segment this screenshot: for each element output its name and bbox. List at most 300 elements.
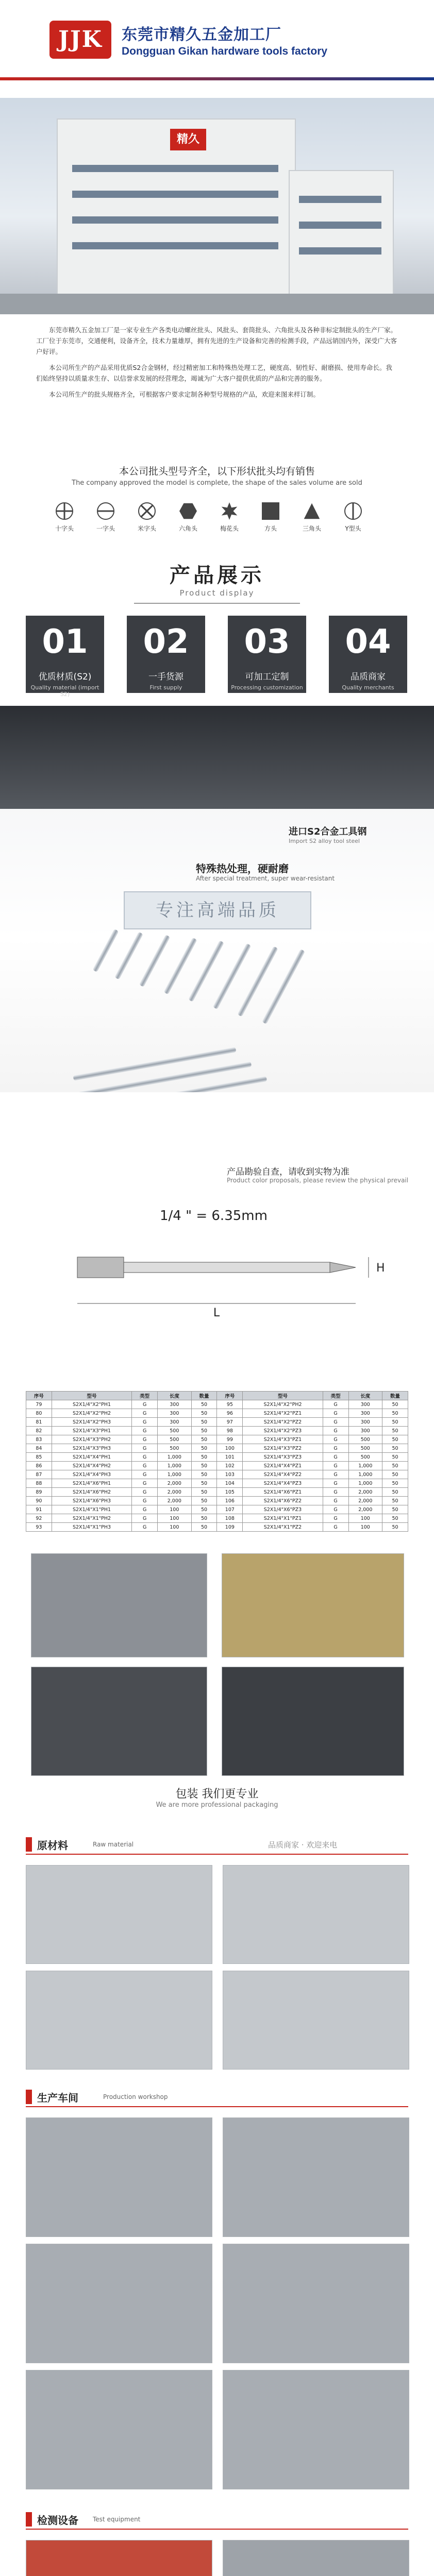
table-cell: G bbox=[132, 1479, 158, 1488]
section-subtitle: Raw material bbox=[93, 1841, 134, 1848]
spec-note-cn: 产品勘验自查，请收到实物为准 bbox=[227, 1167, 349, 1177]
table-cell: 1,000 bbox=[348, 1462, 382, 1470]
table-cell: G bbox=[132, 1523, 158, 1532]
table-cell: 50 bbox=[191, 1400, 217, 1409]
table-cell: G bbox=[132, 1418, 158, 1427]
table-cell: G bbox=[132, 1470, 158, 1479]
table-cell: G bbox=[132, 1435, 158, 1444]
table-cell: 100 bbox=[158, 1505, 192, 1514]
table-cell: 91 bbox=[26, 1505, 52, 1514]
table-row bbox=[26, 1488, 408, 1497]
slotted-icon bbox=[97, 502, 114, 520]
table-row bbox=[26, 1462, 408, 1470]
table-cell: S2X1/4"X3"PZ3 bbox=[243, 1453, 323, 1462]
table-cell: S2X1/4"X6"PH2 bbox=[52, 1488, 131, 1497]
spec-size: 1/4 " = 6.35mm bbox=[160, 1208, 268, 1224]
bit-image bbox=[92, 929, 119, 972]
table-cell: 50 bbox=[382, 1497, 408, 1505]
triangle-icon bbox=[303, 502, 321, 520]
table-cell: S2X1/4"X1"PH3 bbox=[52, 1523, 131, 1532]
intro-paragraph: 东莞市精久五金加工厂是一家专业生产各类电动螺丝批头、风批头、套筒批头、六角批头及各种非标定制批头的生产厂家。工厂位于东莞市，交通便利，设备齐全，技术力量雄厚，拥有先进的生产设备和完善的检测手段，产品远销国内外，深受广大客户好评。 bbox=[36, 326, 397, 355]
table-cell: S2X1/4"X4"PH2 bbox=[52, 1462, 131, 1470]
table-cell: 100 bbox=[158, 1523, 192, 1532]
table-cell: 2,000 bbox=[348, 1505, 382, 1514]
packaging-caption bbox=[0, 1785, 434, 1809]
phillips-icon bbox=[56, 502, 73, 520]
table-cell: G bbox=[132, 1488, 158, 1497]
shape-label: 十字头 bbox=[55, 525, 74, 532]
spec-note-en: Product color proposals, please review the physical prevail bbox=[227, 1177, 409, 1184]
shape-label: 一字头 bbox=[96, 525, 115, 532]
table-cell: 300 bbox=[158, 1418, 192, 1427]
table-cell: 300 bbox=[348, 1400, 382, 1409]
packaging-title: 包装 我们更专业 bbox=[175, 1788, 259, 1801]
shape-phillips bbox=[49, 502, 80, 533]
feature-title: 品质商家 bbox=[350, 672, 386, 682]
badge-subtitle: Import S2 alloy tool steel bbox=[289, 838, 360, 844]
table-cell: 100 bbox=[348, 1523, 382, 1532]
table-header-cell: 长度 bbox=[158, 1392, 192, 1400]
table-cell: 50 bbox=[191, 1505, 217, 1514]
table-row bbox=[26, 1523, 408, 1532]
table-cell: 500 bbox=[348, 1435, 382, 1444]
raw-material-photo bbox=[223, 1865, 409, 1964]
test-equipment-photo bbox=[223, 2540, 409, 2576]
table-cell: 1,000 bbox=[158, 1470, 192, 1479]
table-cell: 85 bbox=[26, 1453, 52, 1462]
table-row bbox=[26, 1497, 408, 1505]
table-cell: G bbox=[323, 1479, 348, 1488]
building-side bbox=[289, 170, 394, 306]
table-cell: S2X1/4"X2"PH2 bbox=[243, 1400, 323, 1409]
table-cell: G bbox=[132, 1462, 158, 1470]
table-cell: G bbox=[132, 1453, 158, 1462]
table-header-row bbox=[26, 1392, 408, 1400]
packaging-photo bbox=[31, 1553, 207, 1657]
notice-en: The company approved the model is complete, the shape of the sales volume are sold bbox=[72, 479, 362, 487]
bit-image bbox=[163, 938, 197, 995]
table-cell: 87 bbox=[26, 1470, 52, 1479]
table-cell: 1,000 bbox=[158, 1453, 192, 1462]
workshop-photo bbox=[223, 2117, 409, 2237]
table-header-cell: 数量 bbox=[382, 1392, 408, 1400]
table-cell: 50 bbox=[382, 1523, 408, 1532]
feature-title: 一手货源 bbox=[148, 672, 183, 682]
table-cell: 106 bbox=[217, 1497, 243, 1505]
table-cell: S2X1/4"X1"PH2 bbox=[52, 1514, 131, 1523]
table-row bbox=[26, 1505, 408, 1514]
table-cell: 50 bbox=[191, 1470, 217, 1479]
table-cell: 109 bbox=[217, 1523, 243, 1532]
window-row bbox=[72, 165, 278, 172]
table-cell: G bbox=[132, 1514, 158, 1523]
packaging-photo bbox=[222, 1553, 404, 1657]
packaging-photo bbox=[222, 1667, 404, 1776]
table-cell: 103 bbox=[217, 1470, 243, 1479]
section-title: 生产车间 bbox=[37, 2092, 78, 2104]
table-cell: G bbox=[323, 1505, 348, 1514]
table-cell: S2X1/4"X3"PH3 bbox=[52, 1444, 131, 1453]
shape-pozidriv bbox=[131, 502, 162, 533]
shape-label: 方头 bbox=[264, 525, 277, 532]
packaging-photo bbox=[31, 1667, 207, 1776]
street bbox=[0, 294, 434, 314]
section-title: 检测设备 bbox=[37, 2514, 78, 2527]
table-cell: G bbox=[323, 1497, 348, 1505]
raw-material-photo bbox=[223, 1971, 409, 2070]
window-row bbox=[299, 247, 381, 255]
table-cell: 100 bbox=[158, 1514, 192, 1523]
table-cell: 2,000 bbox=[158, 1488, 192, 1497]
table-row bbox=[26, 1435, 408, 1444]
table-cell: 108 bbox=[217, 1514, 243, 1523]
table-cell: S2X1/4"X2"PH2 bbox=[52, 1409, 131, 1418]
table-cell: 50 bbox=[191, 1418, 217, 1427]
bit-dimension-diagram bbox=[0, 1226, 434, 1391]
table-cell: 50 bbox=[191, 1453, 217, 1462]
table-header-cell: 序号 bbox=[26, 1392, 52, 1400]
feature-title: 可加工定制 bbox=[245, 672, 289, 682]
table-row bbox=[26, 1514, 408, 1523]
section-marker bbox=[26, 2090, 32, 2104]
table-cell: S2X1/4"X1"PH1 bbox=[52, 1505, 131, 1514]
bit-shaft bbox=[124, 1262, 330, 1273]
table-row bbox=[26, 1444, 408, 1453]
table-row bbox=[26, 1400, 408, 1409]
header-divider bbox=[0, 77, 434, 80]
table-cell: G bbox=[323, 1470, 348, 1479]
product-display-title: 产品展示 bbox=[170, 564, 264, 587]
table-cell: 50 bbox=[191, 1409, 217, 1418]
s2-badge bbox=[289, 824, 376, 844]
table-cell: 50 bbox=[382, 1462, 408, 1470]
shape-label: Y型头 bbox=[345, 525, 361, 532]
pozidriv-icon bbox=[138, 502, 156, 520]
section-subtitle: Production workshop bbox=[103, 2093, 168, 2100]
bit-image bbox=[114, 932, 143, 980]
table-cell: 81 bbox=[26, 1418, 52, 1427]
shape-hex bbox=[173, 502, 204, 533]
table-cell: 92 bbox=[26, 1514, 52, 1523]
shape-label: 米字头 bbox=[137, 525, 156, 532]
table-header-cell: 长度 bbox=[348, 1392, 382, 1400]
section-line bbox=[26, 1854, 408, 1855]
section-title: 原材料 bbox=[37, 1839, 68, 1852]
raw-material-photo bbox=[26, 1865, 212, 1964]
table-cell: S2X1/4"X4"PZ2 bbox=[243, 1470, 323, 1479]
feature-title: 优质材质(S2) bbox=[38, 672, 92, 682]
table-cell: 50 bbox=[382, 1400, 408, 1409]
window-row bbox=[299, 222, 381, 229]
table-cell: 50 bbox=[382, 1427, 408, 1435]
table-cell: S2X1/4"X4"PH3 bbox=[52, 1470, 131, 1479]
table-cell: G bbox=[323, 1514, 348, 1523]
hex-icon bbox=[179, 502, 197, 520]
table-cell: G bbox=[132, 1505, 158, 1514]
table-cell: 100 bbox=[217, 1444, 243, 1453]
shape-label: 三角头 bbox=[302, 525, 321, 532]
table-cell: G bbox=[323, 1444, 348, 1453]
table-cell: 300 bbox=[158, 1409, 192, 1418]
table-cell: S2X1/4"X3"PH1 bbox=[52, 1427, 131, 1435]
table-row bbox=[26, 1470, 408, 1479]
table-cell: 2,000 bbox=[348, 1488, 382, 1497]
table-cell: G bbox=[132, 1409, 158, 1418]
bit-image bbox=[188, 940, 224, 1002]
table-cell: S2X1/4"X1"PZ2 bbox=[243, 1523, 323, 1532]
table-cell: 86 bbox=[26, 1462, 52, 1470]
workshop-photo bbox=[26, 2117, 212, 2237]
table-cell: 2,000 bbox=[158, 1479, 192, 1488]
y-shape-icon bbox=[344, 502, 362, 520]
table-cell: 101 bbox=[217, 1453, 243, 1462]
product-display-subtitle: Product display bbox=[179, 588, 255, 598]
table-cell: S2X1/4"X6"PZ3 bbox=[243, 1505, 323, 1514]
table-cell: 50 bbox=[191, 1444, 217, 1453]
table-row bbox=[26, 1453, 408, 1462]
table-cell: 300 bbox=[348, 1418, 382, 1427]
table-cell: 84 bbox=[26, 1444, 52, 1453]
table-cell: 50 bbox=[382, 1435, 408, 1444]
table-cell: 300 bbox=[348, 1409, 382, 1418]
shape-torx bbox=[214, 502, 245, 533]
intro-paragraph: 本公司所生产的批头规格齐全，可根据客户要求定制各种型号规格的产品，欢迎来图来样订制。 bbox=[49, 391, 320, 398]
spec-table-section bbox=[0, 1391, 434, 1543]
table-cell: S2X1/4"X4"PZ1 bbox=[243, 1462, 323, 1470]
table-cell: G bbox=[323, 1523, 348, 1532]
company-subtitle: Dongguan Gikan hardware tools factory bbox=[122, 45, 328, 57]
table-cell: 50 bbox=[382, 1488, 408, 1497]
table-cell: 50 bbox=[382, 1479, 408, 1488]
section-banner: 品质商家 · 欢迎来电 bbox=[268, 1840, 338, 1850]
table-header-cell: 类型 bbox=[323, 1392, 348, 1400]
shape-label: 六角头 bbox=[178, 525, 197, 532]
table-row bbox=[26, 1479, 408, 1488]
table-cell: 82 bbox=[26, 1427, 52, 1435]
table-cell: 90 bbox=[26, 1497, 52, 1505]
test-equipment-photo bbox=[26, 2540, 212, 2576]
table-cell: 50 bbox=[191, 1462, 217, 1470]
production-header bbox=[26, 2087, 408, 2107]
table-cell: 50 bbox=[382, 1444, 408, 1453]
table-cell: 1,000 bbox=[158, 1462, 192, 1470]
feature-subtitle: Processing customization bbox=[231, 684, 303, 691]
workshop-photo bbox=[26, 2244, 212, 2363]
table-header-cell: 型号 bbox=[243, 1392, 323, 1400]
table-cell: 2,000 bbox=[158, 1497, 192, 1505]
table-cell: 88 bbox=[26, 1479, 52, 1488]
feature-subtitle: Quality merchants bbox=[342, 684, 394, 691]
table-cell: S2X1/4"X6"PH3 bbox=[52, 1497, 131, 1505]
table-cell: 102 bbox=[217, 1462, 243, 1470]
table-cell: 107 bbox=[217, 1505, 243, 1514]
feature-number: 04 bbox=[345, 623, 391, 661]
table-cell: 79 bbox=[26, 1400, 52, 1409]
torx-icon bbox=[221, 502, 238, 520]
table-cell: 50 bbox=[382, 1514, 408, 1523]
table-header-cell: 类型 bbox=[132, 1392, 158, 1400]
spec-drawing bbox=[0, 1133, 434, 1391]
bit-image bbox=[73, 1047, 237, 1080]
table-cell: 50 bbox=[191, 1514, 217, 1523]
table-cell: S2X1/4"X3"PH2 bbox=[52, 1435, 131, 1444]
table-cell: S2X1/4"X4"PZ3 bbox=[243, 1479, 323, 1488]
shape-y bbox=[338, 502, 369, 533]
feature-number: 01 bbox=[42, 623, 88, 661]
table-cell: 500 bbox=[158, 1444, 192, 1453]
table-header-cell: 型号 bbox=[52, 1392, 131, 1400]
table-cell: 89 bbox=[26, 1488, 52, 1497]
table-cell: 104 bbox=[217, 1479, 243, 1488]
title-rule bbox=[134, 603, 300, 604]
window-row bbox=[72, 191, 278, 198]
shape-square bbox=[255, 502, 286, 533]
table-cell: 50 bbox=[382, 1470, 408, 1479]
feature-card bbox=[26, 616, 104, 698]
table-cell: 98 bbox=[217, 1427, 243, 1435]
table-cell: G bbox=[132, 1444, 158, 1453]
table-cell: 300 bbox=[348, 1427, 382, 1435]
table-cell: 500 bbox=[348, 1444, 382, 1453]
shape-slotted bbox=[90, 502, 121, 533]
table-cell: G bbox=[132, 1400, 158, 1409]
table-cell: S2X1/4"X2"PZ3 bbox=[243, 1427, 323, 1435]
table-cell: 50 bbox=[191, 1427, 217, 1435]
table-cell: G bbox=[132, 1497, 158, 1505]
table-cell: 50 bbox=[382, 1409, 408, 1418]
bit-image bbox=[139, 935, 170, 987]
bit-hex-shank bbox=[77, 1257, 124, 1278]
table-cell: 2,000 bbox=[348, 1497, 382, 1505]
feature-card bbox=[228, 616, 306, 693]
page-header bbox=[0, 0, 434, 98]
heat-treatment-title: 特殊热处理，硬耐磨 bbox=[196, 862, 289, 875]
table-cell: G bbox=[323, 1427, 348, 1435]
workshop-photo bbox=[26, 2370, 212, 2489]
shape-label: 梅花头 bbox=[220, 525, 239, 532]
company-intro bbox=[0, 325, 434, 453]
table-cell: 50 bbox=[382, 1453, 408, 1462]
table-cell: S2X1/4"X2"PH1 bbox=[52, 1400, 131, 1409]
table-cell: 1,000 bbox=[348, 1479, 382, 1488]
badge-title: 进口S2合金工具钢 bbox=[289, 826, 367, 837]
table-cell: 80 bbox=[26, 1409, 52, 1418]
feature-number: 03 bbox=[244, 623, 290, 661]
section-marker bbox=[26, 1837, 32, 1852]
product-showcase bbox=[0, 706, 434, 1092]
table-cell: G bbox=[323, 1418, 348, 1427]
window-row bbox=[72, 242, 278, 249]
workshop-photo bbox=[223, 2370, 409, 2489]
test-equipment-header bbox=[26, 2509, 408, 2530]
table-cell: 500 bbox=[158, 1435, 192, 1444]
dimension-l-label: L bbox=[213, 1307, 220, 1319]
table-cell: S2X1/4"X2"PH3 bbox=[52, 1418, 131, 1427]
table-cell: 50 bbox=[191, 1488, 217, 1497]
quality-banner: 专注高端品质 bbox=[124, 891, 311, 929]
workshop-photo bbox=[223, 2244, 409, 2363]
table-header-cell: 序号 bbox=[217, 1392, 243, 1400]
table-cell: 50 bbox=[191, 1435, 217, 1444]
table-cell: 500 bbox=[348, 1453, 382, 1462]
square-icon bbox=[262, 502, 279, 520]
table-cell: 99 bbox=[217, 1435, 243, 1444]
bit-shapes-row bbox=[0, 502, 434, 549]
table-header-cell: 数量 bbox=[191, 1392, 217, 1400]
table-cell: 93 bbox=[26, 1523, 52, 1532]
raw-material-header bbox=[26, 1834, 408, 1855]
section-marker bbox=[26, 2512, 32, 2527]
shape-triangle bbox=[296, 502, 327, 533]
table-cell: 50 bbox=[382, 1505, 408, 1514]
table-cell: G bbox=[323, 1462, 348, 1470]
company-logo: JJK bbox=[49, 21, 111, 59]
table-cell: S2X1/4"X1"PZ1 bbox=[243, 1514, 323, 1523]
section-subtitle: Test equipment bbox=[93, 2516, 141, 2523]
factory-building-photo bbox=[0, 98, 434, 314]
table-cell: G bbox=[323, 1453, 348, 1462]
table-row bbox=[26, 1409, 408, 1418]
table-cell: S2X1/4"X6"PH1 bbox=[52, 1479, 131, 1488]
table-cell: S2X1/4"X4"PH1 bbox=[52, 1453, 131, 1462]
feature-card bbox=[127, 616, 205, 693]
window-row bbox=[299, 196, 381, 203]
notice-cn: 本公司批头型号齐全，以下形状批头均有销售 bbox=[119, 466, 315, 477]
feature-subtitle: First supply bbox=[149, 684, 182, 691]
table-cell: 50 bbox=[191, 1479, 217, 1488]
table-cell: G bbox=[132, 1427, 158, 1435]
table-cell: 300 bbox=[158, 1400, 192, 1409]
heat-treatment-subtitle: After special treatment, super wear-resistant bbox=[196, 875, 335, 882]
raw-material-photo bbox=[26, 1971, 212, 2070]
table-cell: 50 bbox=[191, 1497, 217, 1505]
feature-card bbox=[329, 616, 407, 693]
table-cell: 100 bbox=[348, 1514, 382, 1523]
table-cell: G bbox=[323, 1400, 348, 1409]
feature-subtitle: Quality material (import S2) bbox=[30, 684, 99, 698]
bit-tip bbox=[330, 1262, 356, 1273]
window-row bbox=[72, 216, 278, 224]
table-cell: 95 bbox=[217, 1400, 243, 1409]
table-cell: 50 bbox=[382, 1418, 408, 1427]
table-cell: 500 bbox=[158, 1427, 192, 1435]
building-sign: 精久 bbox=[170, 129, 206, 150]
packaging-section bbox=[0, 1553, 434, 1821]
table-cell: 1,000 bbox=[348, 1470, 382, 1479]
feature-number: 02 bbox=[143, 623, 189, 661]
table-cell: 83 bbox=[26, 1435, 52, 1444]
table-cell: 50 bbox=[191, 1523, 217, 1532]
table-cell: G bbox=[323, 1435, 348, 1444]
table-cell: G bbox=[323, 1409, 348, 1418]
table-cell: S2X1/4"X3"PZ1 bbox=[243, 1435, 323, 1444]
company-title: 东莞市精久五金加工厂 bbox=[122, 26, 281, 44]
dimension-h-label: H bbox=[376, 1262, 385, 1275]
section-line bbox=[26, 2529, 408, 2530]
table-cell: S2X1/4"X3"PZ2 bbox=[243, 1444, 323, 1453]
spec-table bbox=[26, 1391, 408, 1532]
table-cell: S2X1/4"X2"PZ2 bbox=[243, 1418, 323, 1427]
table-cell: 96 bbox=[217, 1409, 243, 1418]
section-line bbox=[26, 2106, 408, 2107]
table-cell: S2X1/4"X2"PZ1 bbox=[243, 1409, 323, 1418]
table-cell: G bbox=[323, 1488, 348, 1497]
table-cell: S2X1/4"X6"PZ1 bbox=[243, 1488, 323, 1497]
table-row bbox=[26, 1418, 408, 1427]
showcase-dark-band bbox=[0, 706, 434, 809]
packaging-subtitle: We are more professional packaging bbox=[156, 1801, 278, 1809]
table-cell: 97 bbox=[217, 1418, 243, 1427]
